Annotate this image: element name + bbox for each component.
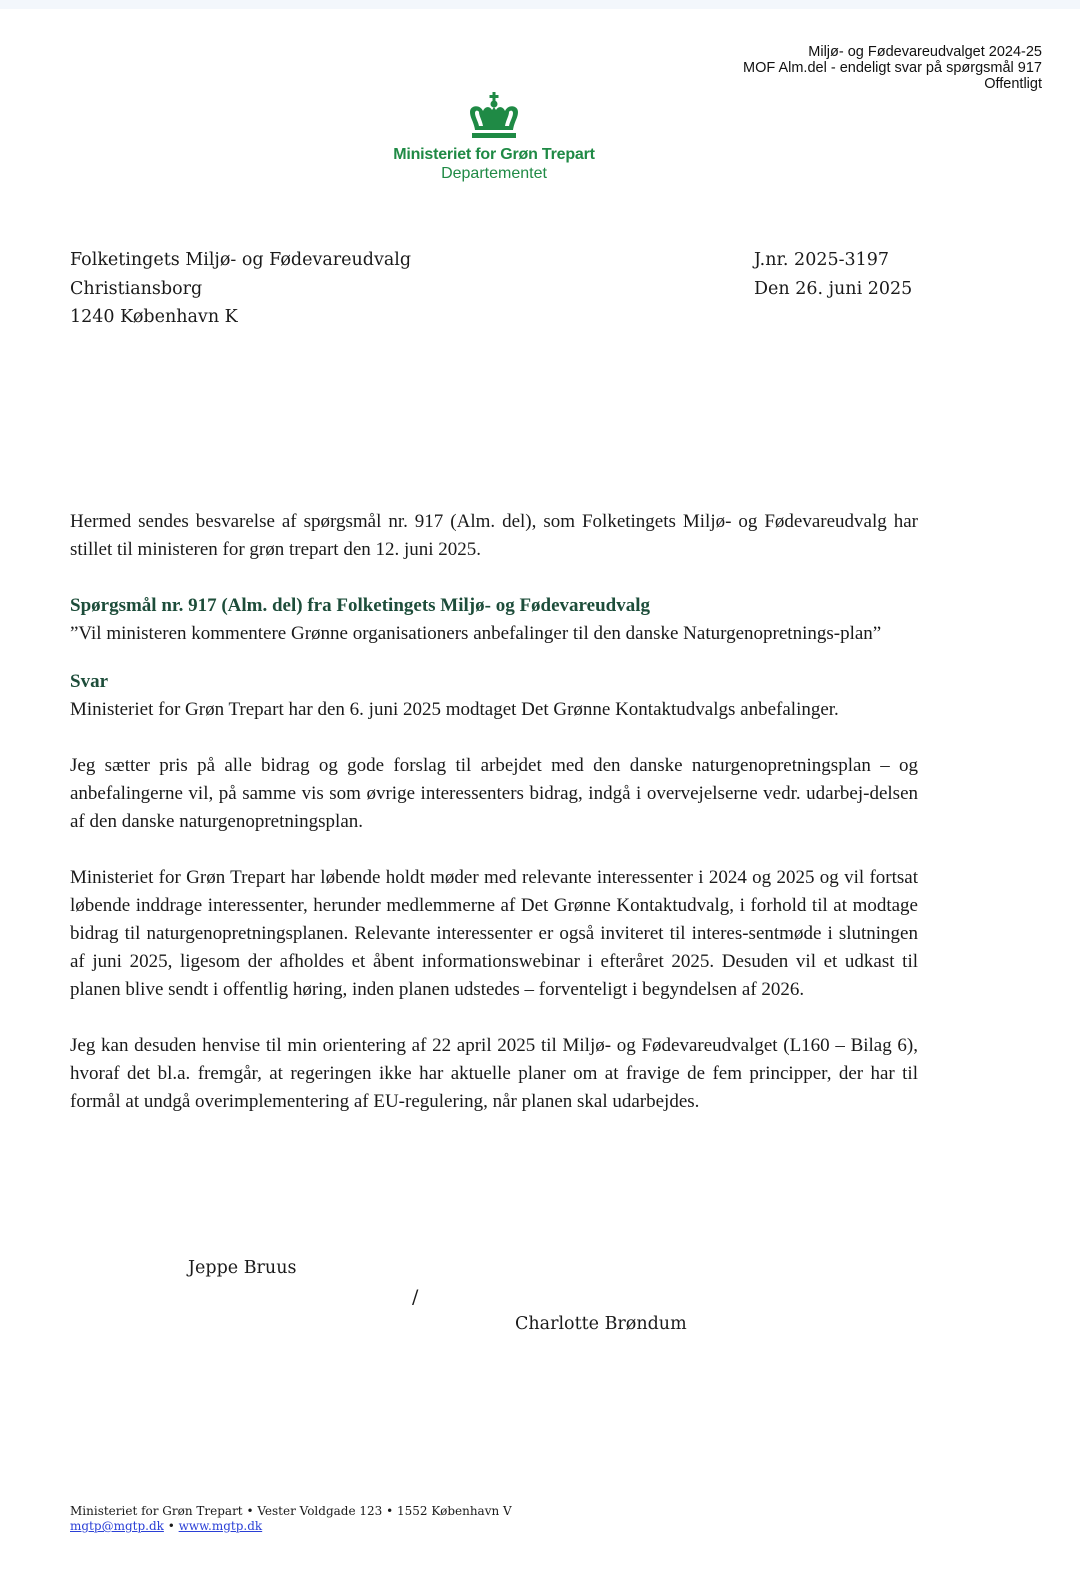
letter-body <box>70 508 918 1144</box>
recipient-line: Christiansborg <box>70 278 203 299</box>
journal-number: J.nr. 2025-3197 <box>754 250 890 270</box>
stamp-committee: Miljø- og Fødevareudvalget 2024-25 <box>808 44 1042 60</box>
recipient-address <box>70 246 411 332</box>
answer-paragraph: Jeg sætter pris på alle bidrag og gode forslag til arbejdet med den danske naturgenopretningsplan – og anbefalingerne vil, på samme vis som øvrige interessenters bidrag, indgå i overvejelserne vedr. udarbej-delsen af den danske naturgenopretningsplan. <box>70 755 918 832</box>
ministry-name: Ministeriet for Grøn Trepart <box>393 146 595 163</box>
question-heading: Spørgsmål nr. 917 (Alm. del) fra Folketingets Miljø- og Fødevareudvalg <box>70 595 650 616</box>
top-bar <box>0 0 1080 9</box>
website-link[interactable]: www.mgtp.dk <box>178 1519 263 1533</box>
document-stamp <box>743 44 1042 92</box>
crown-icon <box>466 92 522 142</box>
ministry-logo <box>384 92 604 183</box>
footer-links <box>70 1519 512 1534</box>
answer-paragraph: Ministeriet for Grøn Trepart har den 6. juni 2025 modtaget Det Grønne Kontaktudvalgs anbefalinger. <box>70 699 839 720</box>
question-text: ”Vil ministeren kommentere Grønne organisationers anbefalinger til den danske Naturgenopretnings-plan” <box>70 623 882 644</box>
signature-separator: / <box>412 1286 419 1308</box>
answer-paragraph: Jeg kan desuden henvise til min orientering af 22 april 2025 til Miljø- og Fødevareudvalget (L160 – Bilag 6), hvoraf det bl.a. fremgår, at regeringen ikke har aktuelle planer om at fravige de fem principper, der har til formål at undgå overimplementering af EU-regulering, når planen skal udarbejdes. <box>70 1035 918 1112</box>
email-link[interactable]: mgtp@mgtp.dk <box>70 1519 164 1533</box>
footer-bullet: • <box>163 1519 179 1533</box>
answer-heading: Svar <box>70 671 108 692</box>
recipient-line: 1240 København K <box>70 307 238 327</box>
stamp-reference: MOF Alm.del - endeligt svar på spørgsmål 917 <box>743 60 1042 76</box>
signature-minister: Jeppe Bruus <box>188 1258 297 1278</box>
letter-footer <box>70 1504 512 1534</box>
recipient-line: Folketingets Miljø- og Fødevareudvalg <box>70 250 412 270</box>
answer-paragraph: Ministeriet for Grøn Trepart har løbende holdt møder med relevante interessenter i 2024 og 2025 og vil fortsat løbende inddrage interessenter, herunder medlemmerne af Det Grønne Kontaktudvalg, i forhold til at modtage bidrag til naturgenopretningsplanen. Relevante interessenter er også inviteret til interes-sentmøde i slutningen af juni 2025, ligesom der afholdes et åbent informationswebinar i efteråret 2025. Desuden vil et udkast til planen blive sendt i offentlig høring, inden planen udstedes – forventeligt i begyndelsen af 2026. <box>70 867 918 1000</box>
ministry-department: Departementet <box>441 165 547 182</box>
footer-address: Ministeriet for Grøn Trepart • Vester Voldgade 123 • 1552 København V <box>70 1504 512 1518</box>
intro-paragraph: Hermed sendes besvarelse af spørgsmål nr. 917 (Alm. del), som Folketingets Miljø- og Fødevareudvalg har stillet til ministeren for grøn trepart den 12. juni 2025. <box>70 511 918 560</box>
signature-official: Charlotte Brøndum <box>515 1314 687 1334</box>
letter-date: Den 26. juni 2025 <box>754 278 913 299</box>
stamp-status: Offentligt <box>984 76 1042 92</box>
reference-block <box>754 246 912 303</box>
